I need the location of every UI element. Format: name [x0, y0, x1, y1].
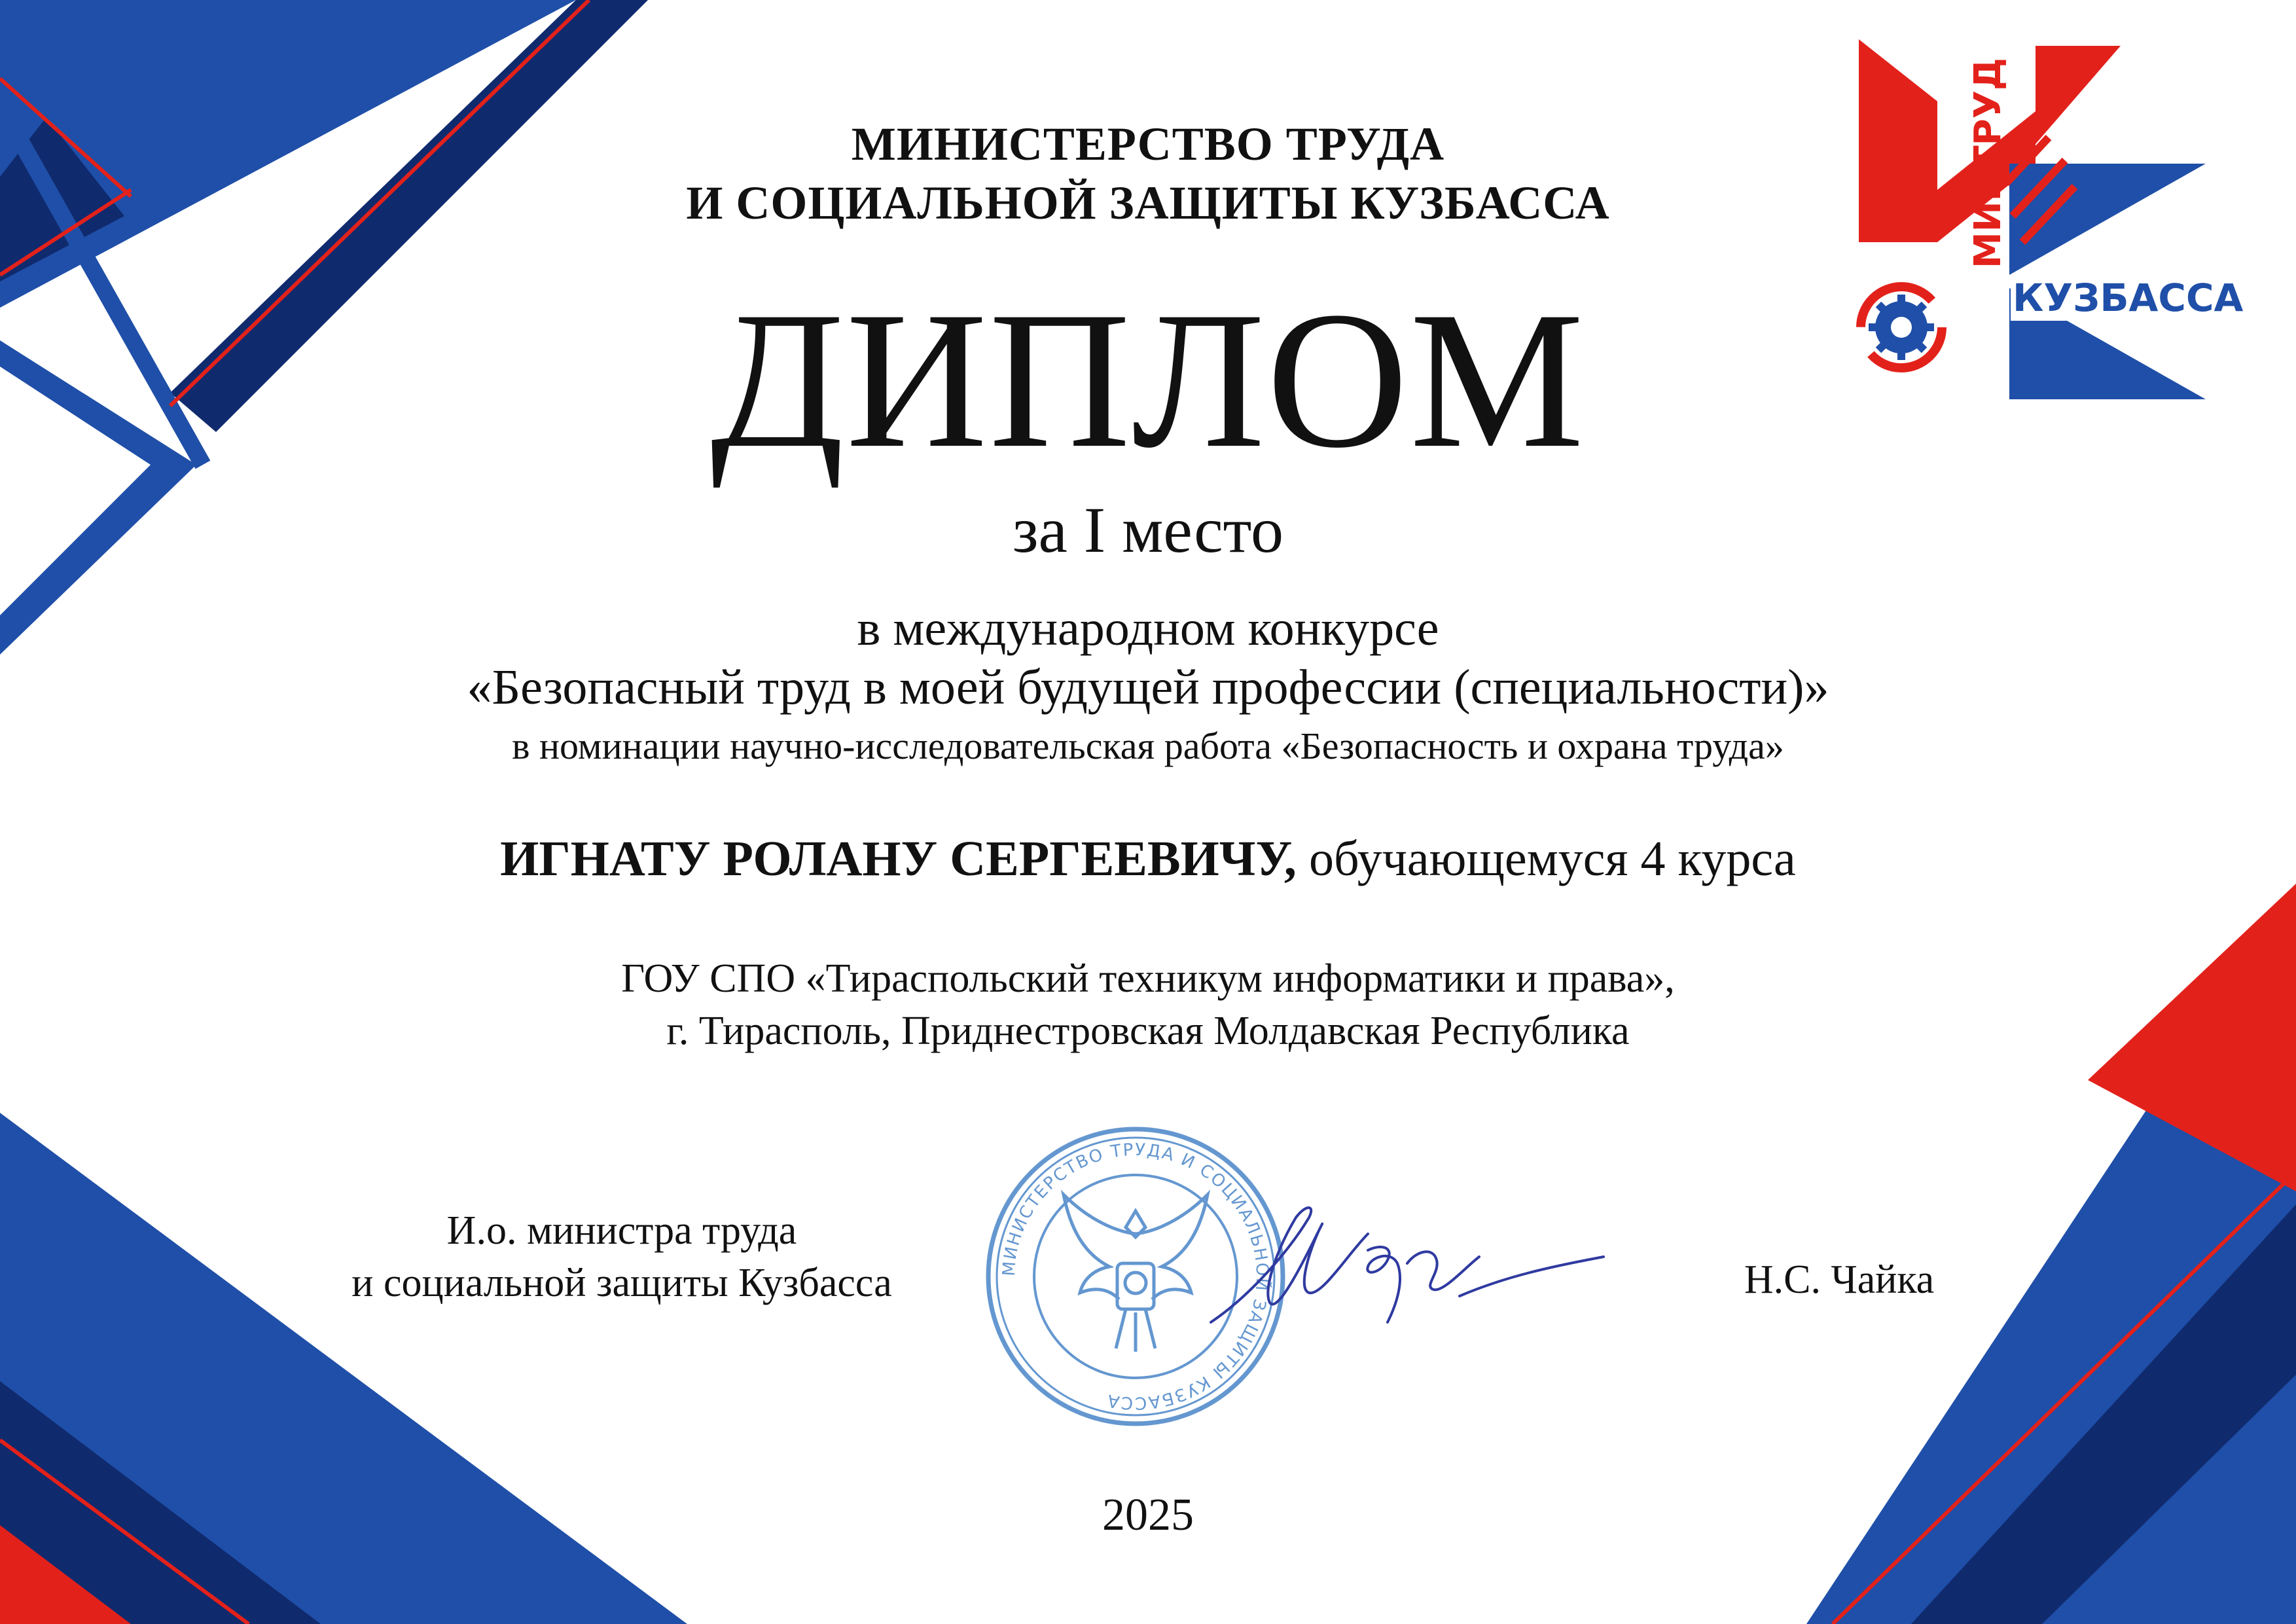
contest-name: «Безопасный труд в моей будущей профессии (специальности)»: [467, 660, 1829, 715]
organization-line-2: г. Тирасполь, Приднестровская Молдавская Республика: [666, 1009, 1630, 1053]
signatory-position: [308, 1204, 936, 1309]
diploma-title: ДИПЛОМ: [710, 271, 1586, 488]
ministry-header: [0, 115, 2296, 232]
seal-ring-text: МИНИСТЕРСТВО ТРУДА И СОЦИАЛЬНОЙ ЗАЩИТЫ КУЗБАССА: [999, 1140, 1272, 1413]
signatory-name: Н.С. Чайка: [1744, 1257, 1935, 1302]
organization: [0, 952, 2296, 1057]
signatory-position-line-2: и социальной защиты Кузбасса: [351, 1261, 892, 1305]
signatory-position-line-1: И.о. министра труда: [446, 1208, 797, 1253]
issue-year: 2025: [1102, 1490, 1194, 1540]
recipient-course: обучающемуся 4 курса: [1296, 831, 1796, 886]
logo-text-horizontal: КУЗБАССА: [2013, 276, 2244, 320]
recipient: [0, 826, 2296, 892]
organization-line-1: ГОУ СПО «Тираспольский техникум информатики и права»,: [621, 956, 1675, 1001]
nomination: в номинации научно-исследовательская работа «Безопасность и охрана труда»: [512, 725, 1784, 767]
ministry-line-2: И СОЦИАЛЬНОЙ ЗАЩИТЫ КУЗБАССА: [686, 177, 1610, 229]
logo-text-vertical: МИНТРУД: [1967, 58, 2009, 268]
ministry-line-1: МИНИСТЕРСТВО ТРУДА: [851, 118, 1445, 170]
bottom-left-decoration: [0, 1113, 687, 1624]
recipient-name: ИГНАТУ РОЛАНУ СЕРГЕЕВИЧУ,: [500, 831, 1297, 886]
eagle-emblem: [1064, 1195, 1208, 1352]
handwritten-signature: [1204, 1172, 1636, 1381]
contest-intro: в международном конкурсе: [857, 601, 1439, 656]
award-place: за I место: [1012, 494, 1284, 566]
